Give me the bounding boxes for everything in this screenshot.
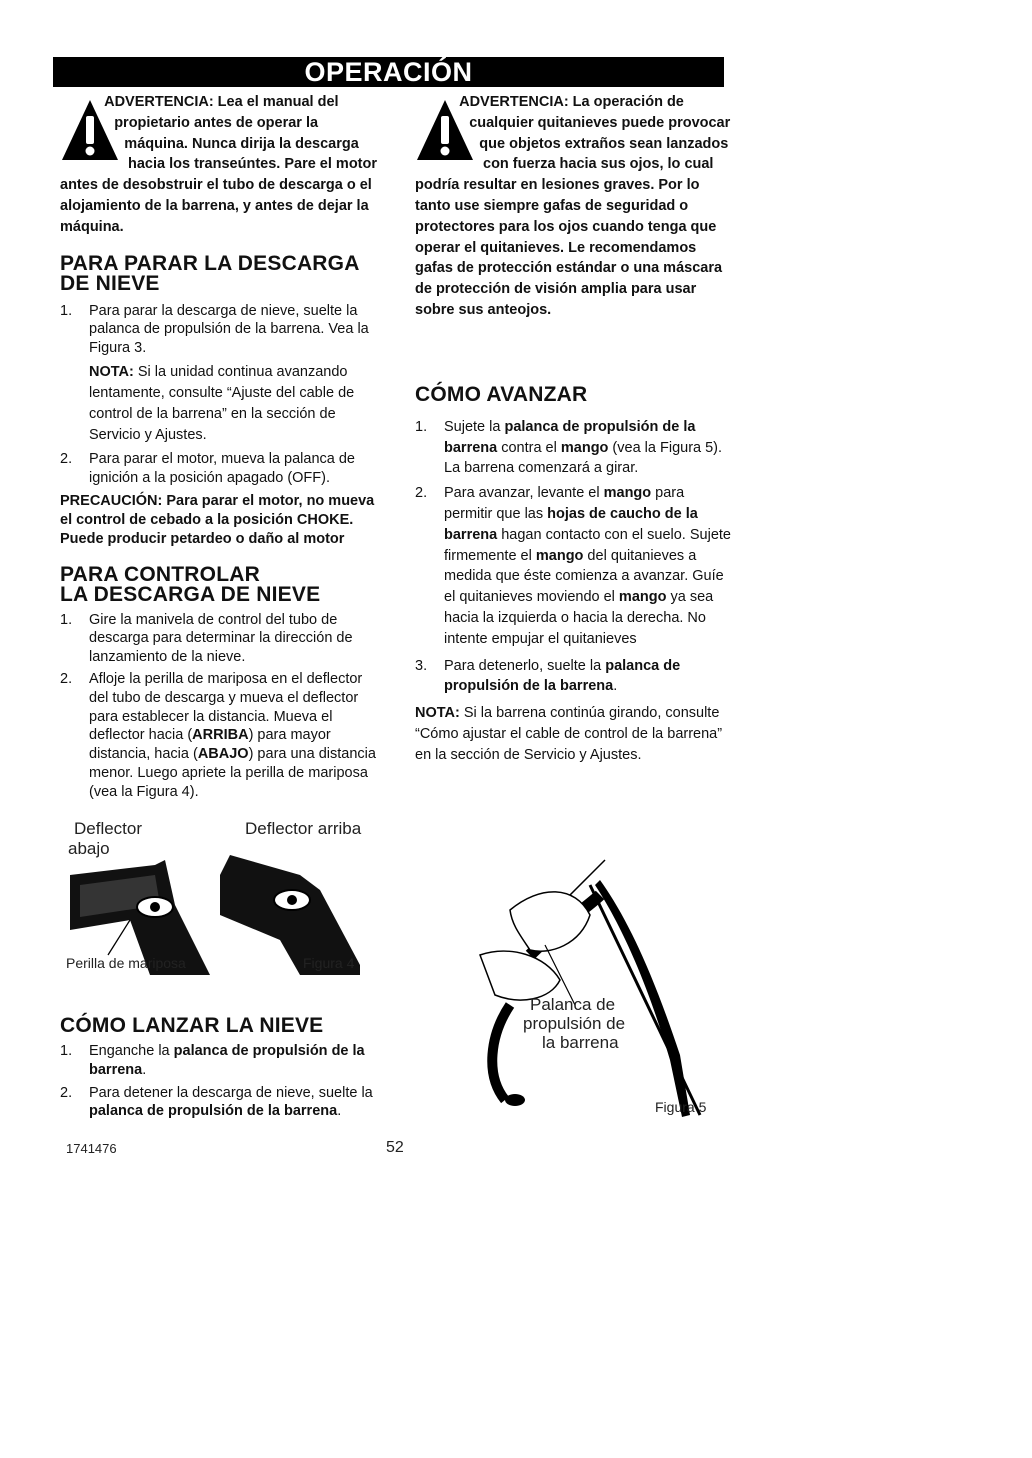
note: NOTA: Si la barrena continúa girando, consulte “Cómo ajustar el cable de control de la barrena” en la sección de Servicio y Ajustes. <box>415 705 723 764</box>
warning-text: ADVERTENCIA: La operación de cualquier quitanieves puede provocar que objetos extraños sean lanzados con fuerza hacia sus ojos, lo cual podría resultar en lesiones graves. Por lo tanto use siempre gafas de seguridad o protectores para los ojos cuando tenga que operar el quitanieves. Le recomendamos gafas de protección estándar o una máscara de protección de visión amplia para usar sobre sus anteojos. <box>415 94 731 318</box>
list-item: 1. Sujete la palanca de propulsión de la barrena contra el mango (vea la Figura 5). La barrena comenzará a girar. <box>415 418 723 477</box>
section-title-throw-snow: CÓMO LANZAR LA NIEVE <box>60 1014 324 1037</box>
section-title-stop-discharge: PARA PARAR LA DESCARGA DE NIEVE <box>60 251 359 295</box>
warning-text: ADVERTENCIA: Lea el manual del propietario antes de operar la máquina. Nunca dirija la descarga hacia los transeúntes. Pare el motor antes de desobstruir el tubo de descarga o el alojamiento de la barrena, y antes de dejar la máquina. <box>60 94 378 235</box>
note: NOTA: Si la unidad continua avanzando lentamente, consulte “Ajuste del cable de control de la barrena” en la sección de Servicio y Ajustes. <box>89 363 355 443</box>
left-column <box>60 92 382 802</box>
figure-caption: Figura 5 <box>655 1099 707 1115</box>
right-column <box>415 92 733 766</box>
figure5-label-1: Palanca de <box>530 995 616 1014</box>
list-item: 3. Para detenerlo, suelte la palanca de propulsión de la barrena. <box>415 657 681 695</box>
section-header: OPERACIÓN <box>53 57 724 87</box>
list-item: 1. Gire la manivela de control del tubo de descarga para determinar la dirección de lanzamiento de la nieve. <box>60 611 353 666</box>
list-item: 2. Para avanzar, levante el mango para permitir que las hojas de caucho de la barrena hagan contacto con el suelo. Sujete firmemente el mango del quitanieves a medida que éste comienza a avanzar. Guíe el quitanieves moviendo el mango ya sea hacia la izquierda o hacia la derecha. No intente empujar el quitanieves <box>415 485 731 647</box>
figure5-label-3: la barrena <box>542 1033 619 1052</box>
hands-on-handle-illustration <box>450 855 730 1125</box>
knob-label: Perilla de mariposa <box>66 955 186 971</box>
figure-caption: Figura 4 <box>303 955 355 971</box>
caution-text: PRECAUCIÓN: Para parar el motor, no mueva el control de cebado a la posición CHOKE. Puede producir petardeo o daño al motor <box>60 492 375 547</box>
list-item: 2. Para parar el motor, mueva la palanca de ignición a la posición apagado (OFF). <box>60 450 355 486</box>
warning-block <box>415 92 733 321</box>
list-item: 1. Para parar la descarga de nieve, suelte la palanca de propulsión de la barrena. Vea la Figura 3. <box>60 302 369 357</box>
control-discharge-list <box>60 611 382 802</box>
figure-5 <box>450 855 730 1125</box>
list-item: 1. Enganche la palanca de propulsión de la barrena. <box>60 1043 365 1078</box>
warning-block <box>60 92 382 238</box>
stop-discharge-list <box>60 302 382 488</box>
figure-4: Deflector abajo Deflector arriba Perilla de mariposa Figura 4 <box>60 815 380 985</box>
section-title-control-discharge: PARA CONTROLAR LA DESCARGA DE NIEVE <box>60 562 321 606</box>
list-item: 2. Para detener la descarga de nieve, suelte la palanca de propulsión de la barrena. <box>60 1084 373 1120</box>
list-item: 2. Afloje la perilla de mariposa en el deflector del tubo de descarga y mueva el deflector para establecer la distancia. Mueva el deflector hacia (ARRIBA) para mayor distancia, hacia (ABAJO) para una distancia menor. Luego apriete la perilla de mariposa (vea la Figura 4). <box>60 670 376 800</box>
section-title-advance: CÓMO AVANZAR <box>415 382 588 406</box>
figure5-label-2: propulsión de <box>523 1014 626 1033</box>
page-number: 52 <box>386 1139 404 1156</box>
throw-snow-section <box>60 1016 390 1121</box>
document-code: 1741476 <box>66 1141 117 1156</box>
